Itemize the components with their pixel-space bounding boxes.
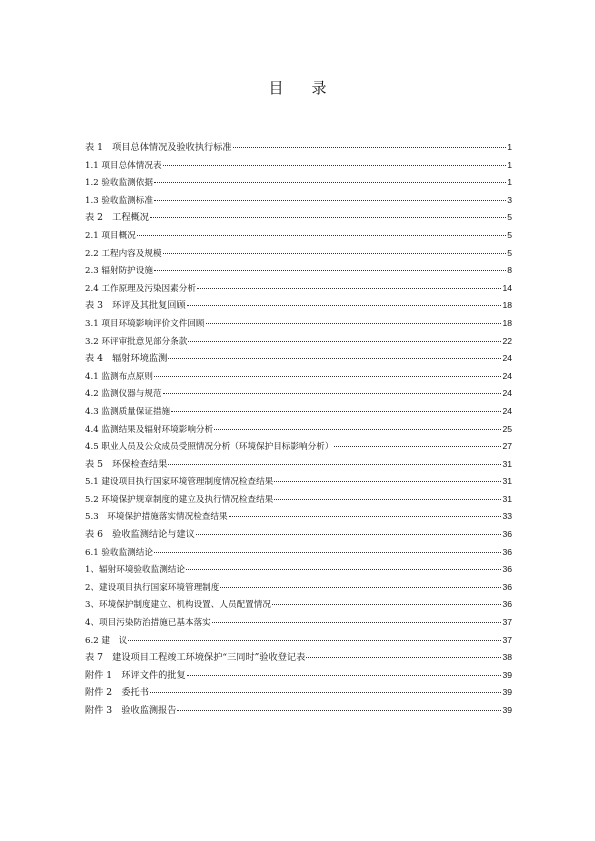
- toc-entry[interactable]: [85, 438, 512, 456]
- toc-entry[interactable]: [85, 544, 512, 562]
- toc-leader-dots: [188, 335, 501, 342]
- toc-entry[interactable]: [85, 262, 512, 280]
- toc-entry[interactable]: [85, 209, 512, 227]
- toc-leader-dots: [137, 229, 506, 236]
- toc-entry[interactable]: [85, 596, 512, 614]
- toc-entry-page-number: 39: [502, 705, 512, 715]
- toc-entry[interactable]: [85, 473, 512, 491]
- toc-entry[interactable]: [85, 280, 512, 298]
- toc-entry-page-number: 36: [502, 581, 512, 592]
- toc-entry[interactable]: [85, 385, 512, 403]
- toc-entry-label: 表 5 环保检查结果: [85, 458, 168, 470]
- toc-entry-label: 3、环境保护制度建立、机构设置、人员配置情况: [85, 600, 271, 611]
- toc-entry-page-number: 22: [502, 335, 512, 346]
- toc-entry[interactable]: [85, 368, 512, 386]
- toc-leader-dots: [154, 176, 506, 183]
- toc-entry-page-number: 3: [507, 194, 512, 205]
- toc-entry-page-number: 1: [507, 159, 512, 170]
- toc-entry-label: 5.3 环境保护措施落实情况检查结果: [85, 512, 228, 523]
- toc-entry-label: 3.1 项目环境影响评价文件回顾: [85, 318, 205, 329]
- toc-entry-label: 表 1 项目总体情况及验收执行标准: [85, 142, 232, 153]
- toc-leader-dots: [306, 651, 501, 658]
- toc-entry-label: 附件 1 环评文件的批复: [85, 669, 186, 681]
- toc-entry-label: 附件 3 验收监测报告: [85, 705, 177, 716]
- toc-leader-dots: [272, 598, 502, 605]
- toc-leader-dots: [177, 704, 501, 711]
- toc-leader-dots: [154, 370, 501, 377]
- toc-entry-label: 2.4 工作原理及污染因素分析: [85, 283, 196, 294]
- toc-leader-dots: [154, 264, 506, 271]
- toc-entry-page-number: 14: [502, 282, 512, 293]
- toc-entry-page-number: 39: [502, 669, 512, 680]
- toc-entry-page-number: 24: [502, 405, 512, 416]
- page-title: [0, 77, 595, 98]
- toc-entry[interactable]: [85, 614, 512, 632]
- toc-entry[interactable]: [85, 227, 512, 245]
- toc-entry-label: 4.2 监测仪器与规范: [85, 389, 162, 400]
- toc-leader-dots: [163, 387, 502, 394]
- toc-entry-label: 3.2 环评审批意见部分条款: [85, 336, 188, 347]
- toc-entry-page-number: 31: [502, 458, 512, 469]
- toc-entry-label: 2.3 辐射防护设施: [85, 266, 153, 277]
- toc-entry-label: 表 6 验收监测结论与建议: [85, 529, 195, 541]
- toc-entry-page-number: 5: [507, 229, 512, 240]
- toc-entry-label: 2、建设项目执行国家环境管理制度: [85, 582, 220, 593]
- toc-entry[interactable]: [85, 403, 512, 421]
- toc-leader-dots: [150, 211, 506, 218]
- toc-entry-page-number: 38: [502, 652, 512, 663]
- toc-entry-page-number: 36: [502, 546, 512, 557]
- toc-leader-dots: [196, 528, 502, 535]
- toc-entry-label: 4.3 监测质量保证措施: [85, 406, 171, 417]
- toc-leader-dots: [168, 352, 501, 359]
- toc-entry-page-number: 18: [502, 300, 512, 311]
- toc-entry-label: 2.1 项目概况: [85, 230, 136, 241]
- toc-entry-label: 表 4 辐射环境监测: [85, 353, 168, 365]
- toc-entry-label: 5.2 环境保护规章制度的建立及执行情况检查结果: [85, 494, 274, 505]
- toc-leader-dots: [274, 493, 501, 500]
- toc-entry-page-number: 39: [502, 687, 512, 698]
- toc-leader-dots: [187, 299, 502, 306]
- toc-entry-label: 6.2 建 议: [85, 635, 128, 646]
- toc-entry[interactable]: [85, 667, 512, 685]
- toc-entry-page-number: 36: [502, 599, 512, 610]
- toc-entry[interactable]: [85, 491, 512, 509]
- toc-leader-dots: [154, 546, 501, 553]
- toc-entry[interactable]: [85, 192, 512, 210]
- toc-entry-label: 1.2 验收监测依据: [85, 178, 153, 189]
- toc-entry[interactable]: [85, 297, 512, 315]
- toc-entry[interactable]: [85, 245, 512, 263]
- toc-entry[interactable]: [85, 333, 512, 351]
- toc-entry-label: 6.1 验收监测结论: [85, 547, 153, 558]
- toc-entry[interactable]: [85, 579, 512, 597]
- toc-entry-label: 1、辐射环境验收监测结论: [85, 565, 185, 576]
- toc-entry-label: 附件 2 委托书: [85, 687, 149, 699]
- toc-entry-label: 4、项目污染防治措施已基本落实: [85, 618, 211, 629]
- toc-entry-page-number: 18: [502, 317, 512, 328]
- toc-entry-page-number: 36: [502, 529, 512, 540]
- toc-entry-page-number: 25: [502, 423, 512, 434]
- toc-entry-label: 5.1 建设项目执行国家环境管理制度情况检查结果: [85, 477, 274, 488]
- toc-entry[interactable]: [85, 139, 512, 157]
- toc-leader-dots: [206, 317, 502, 324]
- toc-entry-page-number: 24: [502, 370, 512, 381]
- toc-leader-dots: [274, 475, 501, 482]
- toc-leader-dots: [197, 282, 502, 289]
- toc-entry-page-number: 5: [507, 212, 512, 223]
- toc-entry-label: 表 7 建设项目工程竣工环境保护“三同时”验收登记表: [85, 652, 306, 664]
- toc-entry[interactable]: [85, 702, 512, 720]
- toc-entry-label: 4.1 监测布点原则: [85, 371, 153, 382]
- toc-entry-page-number: 36: [502, 564, 512, 575]
- toc-leader-dots: [187, 669, 502, 676]
- toc-entry-label: 表 3 环评及其批复回顾: [85, 300, 186, 312]
- toc-entry-page-number: 27: [502, 441, 512, 452]
- toc-entry[interactable]: [85, 684, 512, 702]
- toc-entry-page-number: 1: [507, 177, 512, 188]
- toc-entry[interactable]: [85, 174, 512, 192]
- toc-entry-label: 4.4 监测结果及辐射环境影响分析: [85, 424, 214, 435]
- toc-entry-page-number: 31: [502, 476, 512, 487]
- toc-entry-page-number: 5: [507, 247, 512, 258]
- toc-entry-page-number: 24: [502, 388, 512, 399]
- toc-leader-dots: [220, 581, 501, 588]
- toc-leader-dots: [128, 634, 501, 641]
- toc-entry-label: 4.5 职业人员及公众成员受照情况分析（环境保护目标影响分析）: [85, 442, 334, 453]
- toc-leader-dots: [334, 440, 501, 447]
- toc-leader-dots: [150, 686, 502, 693]
- toc-entry[interactable]: [85, 157, 512, 175]
- toc-leader-dots: [163, 159, 507, 166]
- toc-leader-dots: [163, 247, 507, 254]
- toc-entry-page-number: 31: [502, 493, 512, 504]
- toc-leader-dots: [154, 194, 506, 201]
- toc-leader-dots: [229, 510, 502, 517]
- toc-leader-dots: [171, 405, 501, 412]
- title-char-1: 目: [268, 79, 284, 97]
- toc-entry[interactable]: [85, 456, 512, 474]
- toc-entry-page-number: 37: [502, 617, 512, 628]
- toc-entry-page-number: 33: [502, 511, 512, 522]
- toc-entry-page-number: 24: [502, 353, 512, 364]
- toc-entry[interactable]: [85, 315, 512, 333]
- toc-leader-dots: [168, 458, 501, 465]
- toc-entry[interactable]: [85, 508, 512, 526]
- toc-entry-page-number: 8: [507, 265, 512, 276]
- toc-leader-dots: [233, 141, 507, 148]
- toc-entry-label: 2.2 工程内容及规模: [85, 248, 162, 259]
- toc-entry-page-number: 37: [502, 634, 512, 645]
- table-of-contents: [85, 139, 512, 720]
- toc-entry-label: 1.3 验收监测标准: [85, 195, 153, 206]
- toc-entry-page-number: 1: [507, 142, 512, 152]
- toc-entry[interactable]: [85, 350, 512, 368]
- toc-entry[interactable]: [85, 632, 512, 650]
- toc-entry[interactable]: [85, 526, 512, 544]
- toc-leader-dots: [214, 423, 501, 430]
- toc-leader-dots: [186, 563, 501, 570]
- title-char-2: 录: [311, 79, 327, 97]
- toc-entry[interactable]: [85, 561, 512, 579]
- toc-leader-dots: [212, 616, 502, 623]
- toc-entry[interactable]: [85, 421, 512, 439]
- toc-entry-label: 1.1 项目总体情况表: [85, 160, 162, 171]
- toc-entry[interactable]: [85, 649, 512, 667]
- toc-entry-label: 表 2 工程概况: [85, 212, 149, 224]
